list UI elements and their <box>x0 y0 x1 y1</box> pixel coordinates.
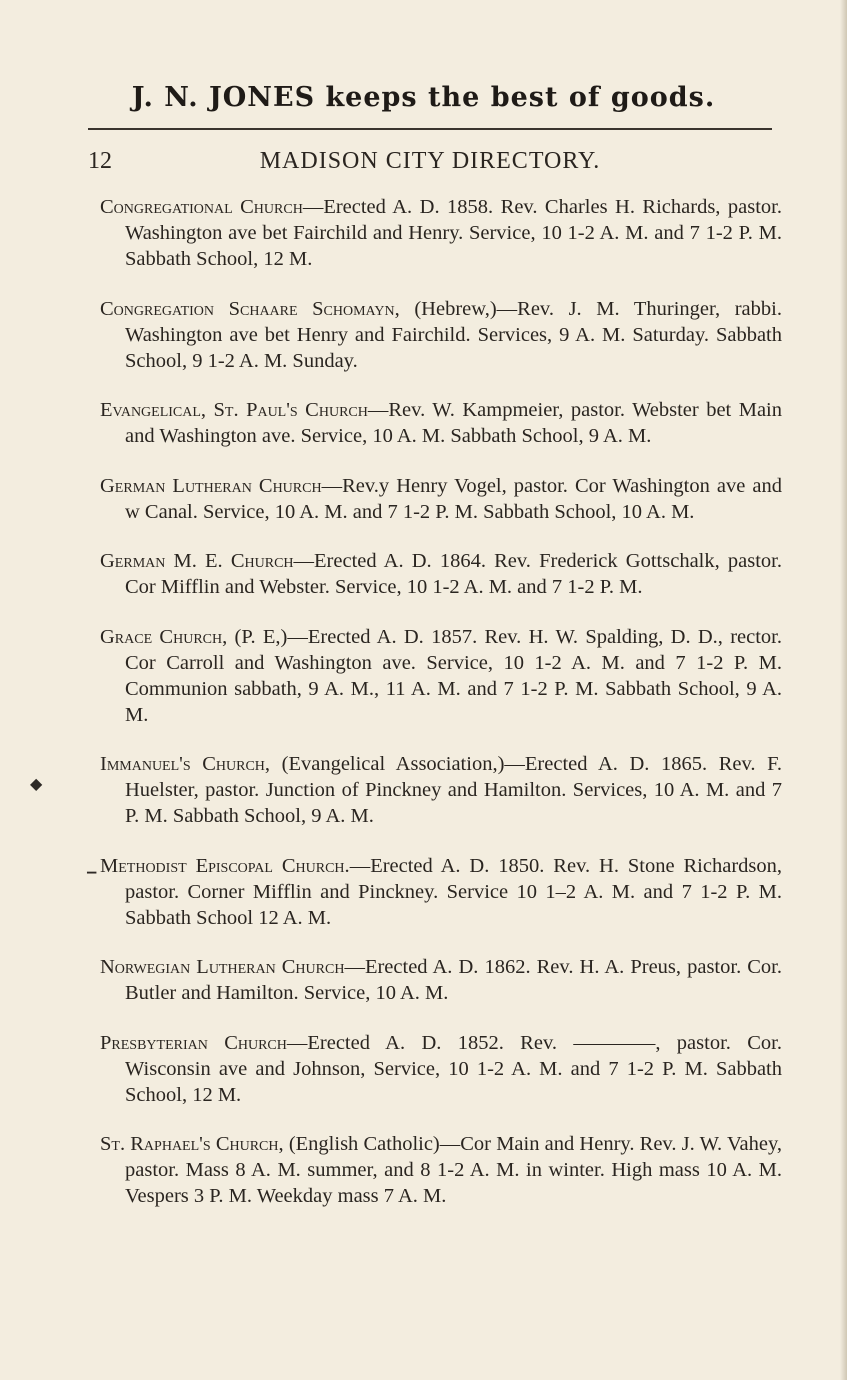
advertisement-header: J. N. JONES keeps the best of goods. <box>131 82 716 113</box>
entry-immanuels-church <box>100 751 782 829</box>
entry-congregation-schaare-schomayn <box>100 296 782 374</box>
entry-name: German M. E. Church <box>100 550 294 572</box>
entry-st-raphaels-church <box>100 1131 782 1209</box>
entry-name: Congregational Church <box>100 196 303 218</box>
entry-name: Norwegian Lutheran Church <box>100 956 345 978</box>
entry-body: (Hebrew,)—Rev. J. M. Thuringer, rabbi. Washington ave bet Henry and Fairchild. Services, 9 A. M. Saturday. Sabbath School, 9 1-2 A. M. Sunday. <box>125 297 782 372</box>
margin-ink-mark: ▔ <box>87 872 97 886</box>
page-edge-shadow <box>840 0 847 1380</box>
entry-body: (P. E,)—Erected A. D. 1857. Rev. H. W. Spalding, D. D., rector. Cor Carroll and Washington ave. Service, 10 1-2 A. M. and 7 1-2 P. M. Communion sabbath, 9 A. M., 11 A. M. and 7 1-2 P. M. Sabbath School, 9 A. M. <box>125 625 782 726</box>
entry-body: (Evangelical Association,)—Erected A. D. 1865. Rev. F. Huelster, pastor. Junction of Pinckney and Hamilton. Services, 10 A. M. and 7 P. M. Sabbath School, 9 A. M. <box>125 753 782 827</box>
entry-body: —Rev. W. Kampmeier, pastor. Webster bet Main and Washington ave. Service, 10 A. M. Sabbath School, 9 A. M. <box>125 399 782 447</box>
entry-body: —Erected A. D. 1864. Rev. Frederick Gottschalk, pastor. Cor Mifflin and Webster. Service, 10 1-2 A. M. and 7 1-2 P. M. <box>125 550 782 598</box>
entry-body: (English Catholic)—Cor Main and Henry. Rev. J. W. Vahey, pastor. Mass 8 A. M. summer, and 8 1-2 A. M. in winter. High mass 10 A. M. Vespers 3 P. M. Weekday mass 7 A. M. <box>125 1133 782 1207</box>
entry-body: —Rev.y Henry Vogel, pastor. Cor Washington ave and w Canal. Service, 10 A. M. and 7 1-2 P. M. Sabbath School, 10 A. M. <box>125 474 783 523</box>
entry-body: —Erected A. D. 1850. Rev. H. Stone Richardson, pastor. Corner Mifflin and Pinckney. Service 10 1–2 A. M. and 7 1-2 P. M. Sabbath School 12 A. M. <box>125 854 782 929</box>
entry-name: Presbyterian Church <box>100 1031 287 1054</box>
entry-name: St. Raphael's Church, <box>100 1133 284 1155</box>
entry-german-lutheran-church <box>100 473 782 525</box>
entry-body: —Erected A. D. 1852. Rev. ————, pastor. Cor. Wisconsin ave and Johnson, Service, 10 1-2 A. M. and 7 1-2 P. M. Sabbath School, 12 M. <box>125 1031 782 1106</box>
entry-name: Methodist Episcopal Church. <box>100 854 350 877</box>
entry-name: Congregation Schaare Schomayn, <box>100 297 400 320</box>
entry-body: —Erected A. D. 1862. Rev. H. A. Preus, pastor. Cor. Butler and Hamilton. Service, 10 A. M. <box>125 956 782 1004</box>
page-number: 12 <box>88 148 112 174</box>
running-head <box>88 148 772 178</box>
entry-name: Evangelical, St. Paul's Church <box>100 399 368 421</box>
entry-congregational-church <box>100 194 782 272</box>
entry-grace-church <box>100 624 782 728</box>
church-entries <box>100 194 782 1233</box>
entry-name: Immanuel's Church, <box>100 753 271 775</box>
entry-norwegian-lutheran-church <box>100 954 782 1006</box>
entry-name: Grace Church, <box>100 625 228 648</box>
entry-body: —Erected A. D. 1858. Rev. Charles H. Richards, pastor. Washington ave bet Fairchild and Henry. Service, 10 1-2 A. M. and 7 1-2 P. M. Sabbath School, 12 M. <box>125 196 782 270</box>
margin-ink-mark: ◆ <box>30 776 43 793</box>
entry-st-pauls-church <box>100 397 782 449</box>
header-rule <box>88 128 772 130</box>
entry-name: German Lutheran Church <box>100 474 322 497</box>
entry-german-me-church <box>100 548 782 600</box>
directory-title: MADISON CITY DIRECTORY. <box>259 148 601 174</box>
entry-presbyterian-church <box>100 1030 782 1108</box>
entry-methodist-episcopal-church <box>100 853 782 931</box>
